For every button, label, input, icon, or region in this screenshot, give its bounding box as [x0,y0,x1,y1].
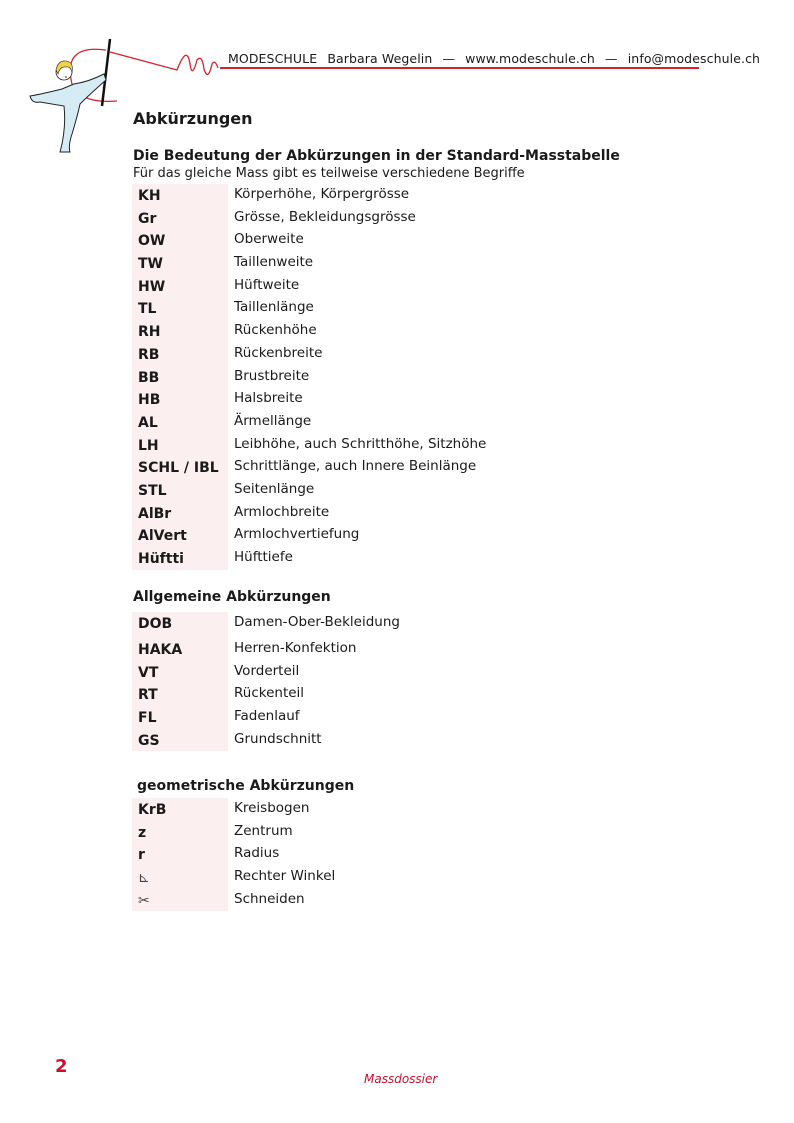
description-cell: Ärmellänge [234,412,312,429]
description-cell: Grösse, Bekleidungsgrösse [234,208,416,225]
description-cell: Radius [234,845,280,862]
abbreviation-cell: TW [132,252,228,275]
scissors-icon: ✂ [132,889,228,912]
description-cell: Leibhöhe, auch Schritthöhe, Sitzhöhe [234,435,487,452]
description-cell: Hüfttiefe [234,549,293,565]
description-cell: Schneiden [234,890,305,907]
abbreviation-cell: AlBr [132,502,228,525]
page-title: Abkürzungen [133,109,253,128]
abbreviation-cell: HAKA [132,638,228,661]
abbreviation-cell: Hüftti [132,547,228,570]
description-cell: Taillenlänge [234,299,314,316]
abbreviation-cell: AlVert [132,524,228,547]
description-cell: Rückenteil [234,685,305,702]
abbreviation-cell: RH [132,320,228,343]
header-contact-line [228,51,766,66]
description-cell: Zentrum [234,822,293,839]
description-cell: Kreisbogen [234,800,310,816]
right-angle-icon: ⊾ [132,866,228,889]
section-title-standard: Die Bedeutung der Abkürzungen in der Standard-Masstabelle [133,148,620,164]
description-cell: Armlochbreite [234,503,330,520]
logo-seamstress-illustration [22,34,222,159]
abbreviation-cell: HB [132,388,228,411]
abbreviation-cell: KH [132,184,228,207]
header-separator: — [442,51,456,66]
description-cell: Körperhöhe, Körpergrösse [234,186,410,202]
footer-title: Massdossier [364,1072,438,1086]
abbreviation-cell: SCHL / IBL [132,456,228,479]
description-cell: Brustbreite [234,367,310,384]
description-cell: Armlochvertiefung [234,526,360,543]
description-cell: Seitenlänge [234,480,315,497]
description-cell: Rückenbreite [234,344,323,361]
abbreviation-cell: z [132,821,228,844]
abbreviation-cell: STL [132,479,228,502]
abbreviation-cell: OW [132,229,228,252]
description-cell: Grundschnitt [234,730,322,747]
description-cell: Taillenweite [234,254,314,271]
abbreviation-cell: AL [132,411,228,434]
description-cell: Herren-Konfektion [234,640,357,656]
abbreviation-cell: GS [132,729,228,752]
page-number: 2 [55,1056,68,1077]
description-cell: Hüftweite [234,276,300,293]
abbreviation-cell: LH [132,434,228,457]
description-cell: Rückenhöhe [234,322,317,339]
description-cell: Damen-Ober-Bekleidung [234,614,400,630]
abbreviation-cell: Gr [132,207,228,230]
description-cell: Halsbreite [234,390,303,407]
header-email-link[interactable]: info@modeschule.ch [627,51,761,66]
header-rule [220,67,699,69]
abbreviation-cell: RB [132,343,228,366]
abbreviation-cell: BB [132,366,228,389]
abbreviation-cell: KrB [132,798,228,821]
description-cell: Vorderteil [234,662,300,679]
abbreviation-cell: r [132,843,228,866]
abbreviation-cell: RT [132,683,228,706]
header-separator: — [605,51,618,66]
section-title-general: Allgemeine Abkürzungen [133,589,331,605]
description-cell: Oberweite [234,231,304,248]
section-title-geometric: geometrische Abkürzungen [137,778,355,794]
abbreviation-cell: VT [132,661,228,684]
abbreviation-cell: TL [132,297,228,320]
header-name: Barbara Wegelin [327,51,433,66]
abbreviation-cell: FL [132,706,228,729]
description-cell: Rechter Winkel [234,868,336,885]
abbreviation-cell: DOB [132,612,228,638]
section-subtitle-standard: Für das gleiche Mass gibt es teilweise verschiedene Begriffe [133,166,525,181]
description-cell: Fadenlauf [234,708,300,725]
header-school: MODESCHULE [228,51,318,66]
abbreviation-cell: HW [132,275,228,298]
header-website-link[interactable]: www.modeschule.ch [465,51,595,66]
description-cell: Schrittlänge, auch Innere Beinlänge [234,458,477,475]
